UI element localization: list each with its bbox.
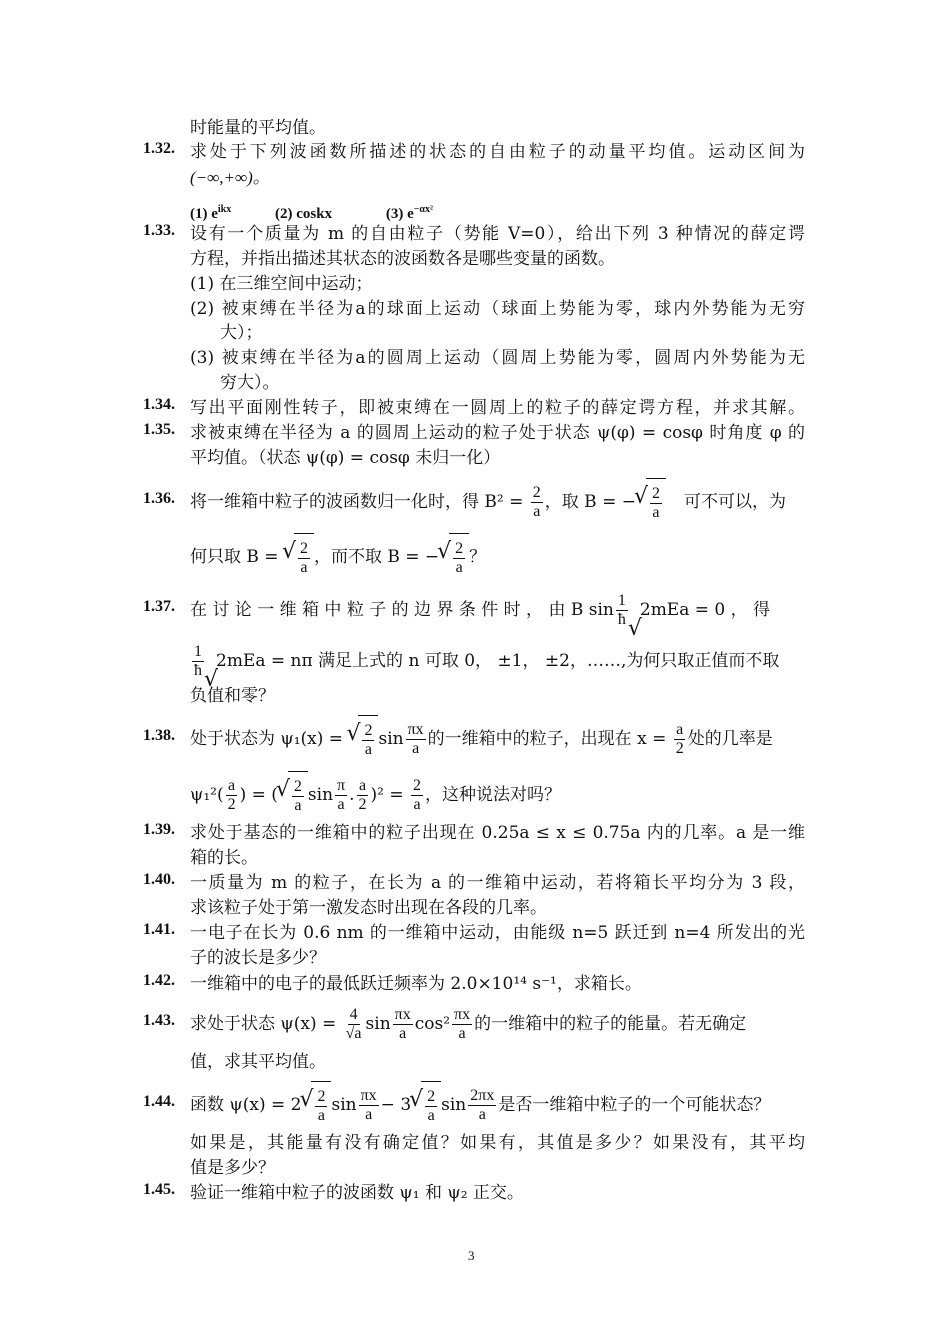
denominator: a (533, 503, 541, 520)
numerator: πx (454, 1006, 471, 1023)
text-line: 验证一维箱中粒子的波函数 ψ₁ 和 ψ₂ 正交。 (190, 1183, 524, 1203)
denominator: a (399, 1025, 407, 1042)
text-line: 一维箱中的电子的最低跃迁频率为 2.0×10¹⁴ s⁻¹，求箱长。 (190, 974, 642, 994)
fraction (468, 1087, 496, 1124)
formula-line (190, 533, 486, 582)
fraction (393, 1006, 413, 1043)
denominator: a (455, 559, 463, 576)
fraction (357, 777, 369, 814)
text-line: 写出平面刚性转子，即被束缚在一圆周上的粒子的薛定谔方程，并求其解。 (190, 398, 805, 418)
numerator: √ 2 (293, 778, 302, 795)
fraction (344, 1006, 364, 1043)
fraction (452, 1006, 472, 1043)
text: 的一维箱中的粒子的能量。若无确定 (474, 1014, 747, 1034)
option-1-exp: ikx (217, 204, 232, 215)
numerator: 2πx (470, 1087, 495, 1104)
text: ？ (469, 547, 487, 567)
numerator: 2 (413, 777, 422, 794)
text: 何只取 B = (190, 547, 284, 567)
text-line: (1) 在三维空间中运动； (190, 274, 373, 294)
text-line: 求处于基态的一维箱中的粒子出现在 0.25a ≤ x ≤ 0.75a 内的几率。a 是一维 (190, 823, 805, 843)
denominator: a (365, 1106, 373, 1123)
text-line: (2) 被束缚在半径为a的球面上运动（球面上势能为零，球内外势能为无穷 (190, 299, 805, 319)
denominator: 2 (227, 796, 236, 813)
sqrt (421, 1081, 441, 1130)
denominator: a (294, 797, 302, 814)
sqrt (288, 771, 308, 820)
problem-number: 1.35. (143, 421, 175, 438)
text: sin (378, 729, 404, 749)
text: ，取 B = − (544, 492, 636, 512)
text: 可不可以，为 (683, 492, 786, 512)
problem-number: 1.41. (143, 921, 175, 938)
formula-line (190, 1081, 770, 1130)
fraction (292, 778, 304, 815)
numerator: √ 2 (455, 540, 464, 557)
numerator: πx (407, 721, 424, 738)
page-number: 3 (468, 1248, 475, 1263)
denominator: √a (345, 1025, 362, 1042)
option-2: (2) coskx (275, 206, 333, 222)
text: sin (365, 1014, 391, 1034)
text: 函数 ψ(x) = 2 (190, 1095, 302, 1115)
text: ) = ( (239, 785, 278, 805)
denominator: a (652, 504, 660, 521)
numerator: 1 (194, 643, 202, 660)
fraction (406, 721, 426, 758)
text-line: (3) 被束缚在半径为a的圆周上运动（圆周上势能为零，圆周内外势能为无 (190, 348, 805, 368)
numerator: √ 2 (651, 485, 660, 502)
denominator: a (317, 1107, 326, 1124)
option-1: (1) e (190, 206, 218, 222)
numerator: √ 2 (299, 540, 308, 557)
text: 求处于状态 ψ(x) = (190, 1014, 342, 1034)
problem-number: 1.44. (143, 1093, 175, 1110)
fraction (453, 540, 465, 577)
text-line: 子的波长是多少？ (190, 948, 326, 968)
problem-number: 1.38. (143, 727, 175, 744)
problem-number: 1.33. (143, 222, 175, 239)
denominator: a (458, 1025, 466, 1042)
text-line: 方程，并指出描述其状态的波函数各是哪些变量的函数。 (190, 249, 615, 269)
problem-number: 1.43. (143, 1012, 175, 1029)
fraction (226, 777, 238, 814)
fraction (298, 540, 310, 577)
fraction (674, 721, 686, 758)
text-line: 求被束缚在半径为 a 的圆周上运动的粒子处于状态 ψ(φ) = cosφ 时角度 φ 的 (190, 423, 805, 443)
formula-line (190, 637, 779, 685)
text: − 3 (380, 1095, 412, 1115)
denominator: a (300, 559, 308, 576)
fraction (315, 1088, 327, 1125)
text: 的一维箱中的粒子，出现在 x = (427, 729, 672, 749)
text-line: 求该粒子处于第一激发态时出现在各段的几率。 (190, 898, 547, 918)
text-line: (−∞,+∞)。 (190, 168, 270, 187)
text-line: 如果是，其能量有没有确定值？如果有，其值是多少？如果没有，其平均 (190, 1133, 805, 1153)
problem-number: 1.40. (143, 871, 175, 888)
text-line: 值是多少？ (190, 1158, 275, 1178)
problem-number: 1.34. (143, 396, 175, 413)
text-line: 大）； (220, 323, 263, 343)
text: ，而不取 B = − (313, 547, 440, 567)
text-line: 设有一个质量为 m 的自由粒子（势能 V=0），给出下列 3 种情况的薛定谔 (190, 224, 805, 244)
fraction (531, 484, 543, 521)
text: sin (441, 1095, 467, 1115)
denominator: a (364, 741, 373, 758)
problem-number: 1.39. (143, 821, 175, 838)
text-line: 平均值。（状态 ψ(φ) = cosφ 未归一化） (190, 448, 501, 468)
numerator: a (228, 777, 236, 794)
fraction (650, 485, 662, 522)
formula-line (190, 1000, 746, 1048)
text: 在 讨 论 一 维 箱 中 粒 子 的 边 界 条 件 时 ， 由 B sin (190, 600, 614, 620)
formula-line (190, 478, 786, 527)
denominator: 2 (358, 796, 367, 813)
numerator: πx (394, 1006, 411, 1023)
fraction (192, 643, 204, 680)
text: sin (307, 785, 334, 805)
numerator: √ 2 (427, 1088, 436, 1105)
denominator: 2 (675, 740, 684, 757)
numerator: π (337, 777, 346, 794)
text-line: 时能量的平均值。 (190, 118, 326, 138)
text: 2mEa = 0 ， 得 (639, 600, 771, 620)
text: 处的几率是 (687, 729, 773, 749)
fraction (362, 722, 374, 759)
sqrt (449, 533, 469, 582)
text: ，这种说法对吗？ (425, 785, 562, 805)
sqrt (646, 478, 666, 527)
denominator: a (413, 796, 421, 813)
problem-number: 1.37. (143, 598, 175, 615)
text-line: 一电子在长为 0.6 nm 的一维箱中运动，由能级 n=5 跃迁到 n=4 所发出的光 (190, 923, 805, 943)
numerator: a (358, 777, 367, 794)
denominator: a (412, 740, 420, 757)
option-3-exp: −αx² (413, 204, 434, 215)
problem-number: 1.36. (143, 490, 175, 507)
denominator: a (478, 1106, 486, 1123)
numerator: √ 2 (364, 722, 373, 739)
numerator: πx (360, 1087, 377, 1104)
text-line: 一质量为 m 的粒子，在长为 a 的一维箱中运动，若将箱长平均分为 3 段， (190, 873, 805, 893)
text: ψ₁²( (190, 785, 224, 805)
sqrt (294, 533, 314, 582)
text: cos² (414, 1014, 451, 1034)
text: 是否一维箱中粒子的一个可能状态？ (498, 1095, 771, 1115)
denominator: ħ (617, 611, 626, 628)
fraction (335, 777, 347, 814)
text-line: 负值和零？ (190, 686, 275, 706)
text: 将一维箱中粒子的波函数归一化时，得 B² = (190, 492, 529, 512)
numerator: 2 (532, 484, 541, 501)
numerator: 1 (617, 592, 626, 609)
formula-line (190, 586, 805, 634)
sqrt (311, 1081, 331, 1130)
fraction (425, 1088, 437, 1125)
text: 2mEa = nπ 满足上式的 n 可取 0， ±1， ±2，……,为何只取正值而不取 (216, 651, 780, 671)
denominator: a (337, 796, 345, 813)
fraction (359, 1087, 379, 1124)
denominator: ħ (194, 662, 202, 679)
text-line: 值，求其平均值。 (190, 1052, 326, 1072)
numerator: √ 2 (317, 1088, 326, 1105)
sqrt (358, 715, 378, 764)
problem-number: 1.32. (143, 140, 175, 157)
denominator: a (427, 1107, 435, 1124)
text: sin (331, 1095, 357, 1115)
text-line: 穷大）。 (220, 373, 280, 393)
text: )² = (370, 785, 410, 805)
numerator: a (676, 721, 684, 738)
text: 处于状态为 ψ₁(x) = (190, 729, 349, 749)
formula-line (190, 715, 773, 764)
formula-line: ψ₁²( $\frac{a}{2}$ ) = ( √ $\frac{2}{a}$ sin $\frac{\pi}{a}$ . $\frac{a}{2}$ )² = $\frac{2}{a}$ ，这种说法对吗？ (190, 771, 561, 820)
text-line: 箱的长。 (190, 848, 258, 868)
text-line: 求处于下列波函数所描述的状态的自由粒子的动量平均值。运动区间为 (190, 142, 805, 162)
problem-number: 1.45. (143, 1181, 175, 1198)
fraction (616, 592, 628, 629)
numerator: 4 (349, 1006, 358, 1023)
fraction (411, 777, 423, 814)
problem-number: 1.42. (143, 972, 175, 989)
option-3: (3) e (385, 206, 414, 222)
